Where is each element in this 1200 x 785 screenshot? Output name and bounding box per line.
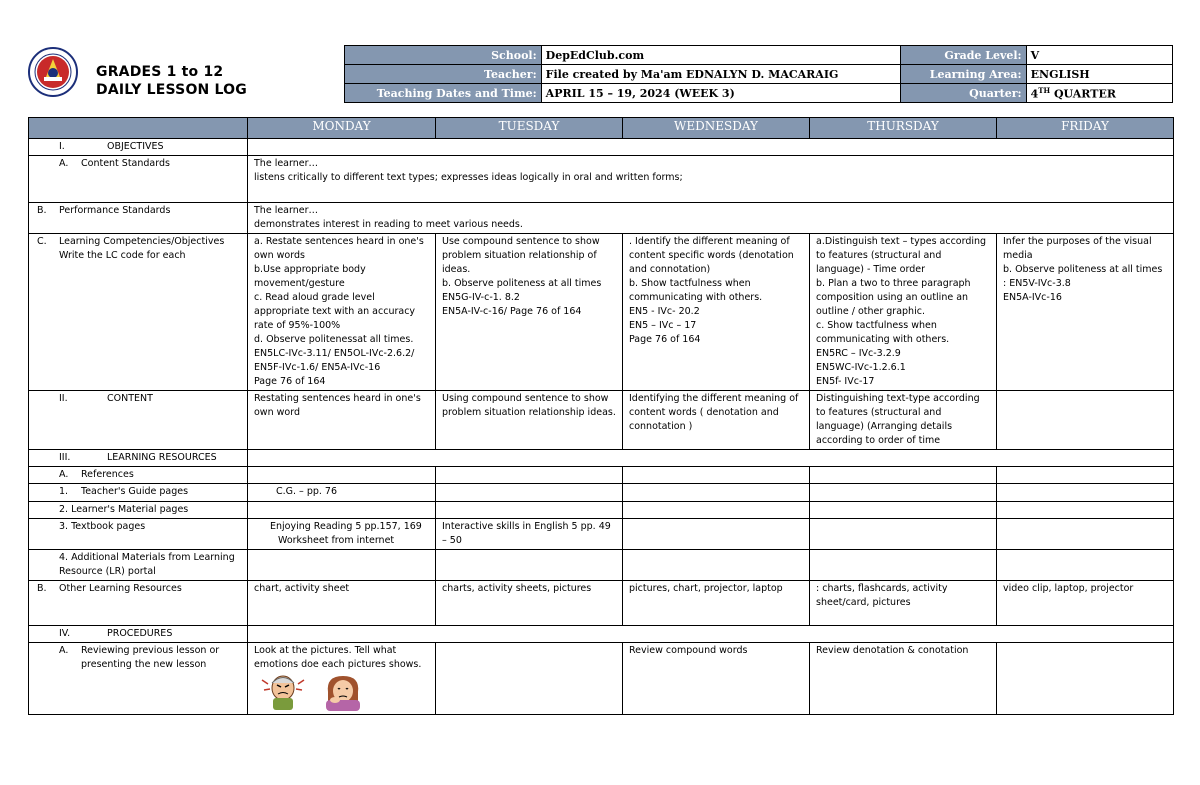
content-friday [997,391,1174,450]
learners-material-thursday [810,502,997,519]
textbook-row [29,519,1174,550]
teachers-guide-tuesday [436,484,623,502]
teachers-guide-text: Teacher's Guide pages [81,486,189,497]
grade-level-label: Grade Level: [900,46,1026,65]
performance-standards-cell [248,203,1174,234]
quarter-text: QUARTER [1050,87,1116,101]
competencies-label-line-2: Write the LC code for each [59,250,186,261]
quarter-label: Quarter: [900,84,1026,103]
other-resources-number: B. [37,583,47,594]
day-header-wednesday: WEDNESDAY [623,118,810,139]
references-row [29,467,1174,484]
content-standards-number: A. [59,158,69,169]
additional-materials-thursday [810,550,997,581]
reviewing-number: A. [59,645,69,656]
performance-standards-line-2: demonstrates interest in reading to meet various needs. [254,219,523,230]
title-line-2: DAILY LESSON LOG [96,82,247,98]
objectives-number: I. [59,141,65,152]
learning-resources-label [29,450,248,467]
learning-area-value: ENGLISH [1026,65,1172,84]
textbook-monday-line-2: Worksheet from internet [278,535,395,546]
teachers-guide-number: 1. [59,486,69,497]
learning-resources-cell [248,450,1174,467]
procedures-number: IV. [59,628,71,639]
content-number: II. [59,393,68,404]
competencies-row [29,234,1174,391]
content-standards-line-1: The learner… [254,158,319,169]
competency-line: EN5WC-IVc-1.2.6.1 [816,362,906,373]
competency-line: EN5LC-IVc-3.11/ EN5OL-IVc-2.6.2/ EN5F-IVc-1.6/ EN5A-IVc-16 [254,348,415,373]
competency-line: b. Plan a two to three paragraph composition using an outline an outline / other graphic. [816,278,971,317]
learners-material-row [29,502,1174,519]
other-resources-text: Other Learning Resources [59,583,182,594]
references-monday [248,467,436,484]
reviewing-label [29,643,248,715]
day-header-tuesday: TUESDAY [436,118,623,139]
competency-line: EN5RC – IVc-3.2.9 [816,348,901,359]
objectives-cell [248,139,1174,156]
learners-material-friday [997,502,1174,519]
content-row [29,391,1174,450]
references-text: References [81,469,134,480]
teachers-guide-label [29,484,248,502]
other-resources-label [29,581,248,626]
references-wednesday [623,467,810,484]
lesson-log-table [28,117,1174,715]
competencies-thursday [810,234,997,391]
teachers-guide-monday: C.G. – pp. 76 [248,484,436,502]
other-resources-monday: chart, activity sheet [248,581,436,626]
other-resources-friday: video clip, laptop, projector [997,581,1174,626]
content-monday: Restating sentences heard in one's own word [248,391,436,450]
reviewing-monday-text: Look at the pictures. Tell what emotions doe each pictures shows. [254,645,422,670]
additional-materials-tuesday [436,550,623,581]
competency-line: EN5A-IVc-16 [1003,292,1062,303]
textbook-monday [248,519,436,550]
competency-line: b. Observe politeness at all times [1003,264,1163,275]
competencies-label-line-1 [37,235,241,249]
additional-materials-wednesday [623,550,810,581]
objectives-row [29,139,1174,156]
references-thursday [810,467,997,484]
additional-materials-friday [997,550,1174,581]
learners-material-wednesday [623,502,810,519]
reviewing-tuesday [436,643,623,715]
competency-line: . Identify the different meaning of content specific words (denotation and connotation) [629,236,794,275]
header [28,45,1173,103]
quarter-value [1026,84,1172,103]
references-tuesday [436,467,623,484]
procedures-label [29,626,248,643]
learning-resources-row [29,450,1174,467]
competency-line: EN5A-IV-c-16/ Page 76 of 164 [442,306,582,317]
textbook-thursday [810,519,997,550]
competency-line: EN5f- IVc-17 [816,376,875,387]
competency-line: Infer the purposes of the visual media [1003,236,1152,261]
objectives-text: OBJECTIVES [107,141,164,152]
day-header-friday: FRIDAY [997,118,1174,139]
competency-line: b.Use appropriate body movement/gesture [254,264,366,289]
teachers-guide-row [29,484,1174,502]
competency-line: c. Read aloud grade level appropriate text with an accuracy rate of 95%-100% [254,292,416,331]
content-text: CONTENT [107,393,153,404]
deped-seal-icon [28,47,78,97]
references-number: A. [59,469,69,480]
day-header-thursday: THURSDAY [810,118,997,139]
performance-standards-row [29,203,1174,234]
grade-level-value: V [1026,46,1172,65]
emotion-pictures [258,674,429,712]
content-label [29,391,248,450]
reviewing-row [29,643,1174,715]
day-header-row [29,118,1174,139]
performance-standards-label [29,203,248,234]
reviewing-text: Reviewing previous lesson or presenting the new lesson [81,645,220,670]
competency-line: d. Observe politenessat all times. [254,334,414,345]
competency-line: Page 76 of 164 [629,334,701,345]
quarter-superscript: TH [1038,85,1051,95]
learning-resources-text: LEARNING RESOURCES [107,452,217,463]
info-table [344,45,1173,103]
teachers-guide-wednesday [623,484,810,502]
procedures-cell [248,626,1174,643]
learners-material-monday [248,502,436,519]
additional-materials-row [29,550,1174,581]
textbook-wednesday [623,519,810,550]
competencies-number: C. [37,236,47,247]
learning-area-label: Learning Area: [900,65,1026,84]
other-resources-tuesday: charts, activity sheets, pictures [436,581,623,626]
school-value: DepEdClub.com [541,46,900,65]
competency-line: c. Show tactfulness when communicating with others. [816,320,950,345]
objectives-label [29,139,248,156]
content-standards-row [29,156,1174,203]
day-header-monday: MONDAY [248,118,436,139]
content-wednesday: Identifying the different meaning of content words ( denotation and connotation ) [623,391,810,450]
learners-material-label: 2. Learner's Material pages [29,502,248,519]
teaching-dates-label: Teaching Dates and Time: [345,84,542,103]
performance-standards-text: Performance Standards [59,205,171,216]
reviewing-friday [997,643,1174,715]
competency-line: Use compound sentence to show problem situation relationship of ideas. [442,236,600,275]
competency-line: EN5 – IVc – 17 [629,320,697,331]
textbook-friday [997,519,1174,550]
other-resources-thursday: : charts, flashcards, activity sheet/card, pictures [810,581,997,626]
reviewing-monday [248,643,436,715]
additional-materials-monday [248,550,436,581]
other-resources-wednesday: pictures, chart, projector, laptop [623,581,810,626]
reviewing-wednesday: Review compound words [623,643,810,715]
title-line-1: GRADES 1 to 12 [96,64,224,80]
competencies-wednesday [623,234,810,391]
textbook-monday-line-1: Enjoying Reading 5 pp.157, 169 [270,521,422,532]
school-label: School: [345,46,542,65]
competency-line: Page 76 of 164 [254,376,326,387]
teacher-label: Teacher: [345,65,542,84]
content-standards-text: Content Standards [81,158,170,169]
learning-resources-number: III. [59,452,71,463]
other-resources-row [29,581,1174,626]
competency-line: EN5 - IVc- 20.2 [629,306,700,317]
reviewing-label-wrap [59,644,241,672]
competency-line: b. Show tactfulness when communicating with others. [629,278,763,303]
additional-materials-label: 4. Additional Materials from Learning Resource (LR) portal [29,550,248,581]
competency-line: a.Distinguish text – types according to features (structural and language) - Time order [816,236,987,275]
learners-material-tuesday [436,502,623,519]
quarter-number: 4 [1030,87,1039,101]
teacher-value: File created by Ma'am EDNALYN D. MACARAIG [541,65,900,84]
competencies-monday [248,234,436,391]
competencies-friday [997,234,1174,391]
procedures-text: PROCEDURES [107,628,173,639]
competency-line: a. Restate sentences heard in one's own words [254,236,424,261]
textbook-tuesday: Interactive skills in English 5 pp. 49 – 50 [436,519,623,550]
content-tuesday: Using compound sentence to show problem situation relationship ideas. [436,391,623,450]
competencies-tuesday [436,234,623,391]
textbook-label: 3. Textbook pages [29,519,248,550]
content-standards-label [29,156,248,203]
procedures-row [29,626,1174,643]
references-label [29,467,248,484]
teachers-guide-thursday [810,484,997,502]
sad-girl-picture-icon [318,674,368,712]
performance-standards-number: B. [37,205,47,216]
content-standards-cell [248,156,1174,203]
teachers-guide-friday [997,484,1174,502]
references-friday [997,467,1174,484]
header-blank-cell [29,118,248,139]
competencies-label [29,234,248,391]
angry-man-picture-icon [258,674,308,712]
content-standards-line-2: listens critically to different text types; expresses ideas logically in oral and written forms; [254,172,683,183]
competency-line: : EN5V-IVc-3.8 [1003,278,1071,289]
competency-line: b. Observe politeness at all times [442,278,602,289]
competencies-label-text: Learning Competencies/Objectives [59,236,225,247]
competency-line: EN5G-IV-c-1. 8.2 [442,292,520,303]
form-title [96,63,247,99]
content-thursday: Distinguishing text-type according to features (structural and language) (Arranging details according to order of time [810,391,997,450]
reviewing-thursday: Review denotation & conotation [810,643,997,715]
performance-standards-line-1: The learner… [254,205,319,216]
teaching-dates-value: APRIL 15 – 19, 2024 (WEEK 3) [541,84,900,103]
